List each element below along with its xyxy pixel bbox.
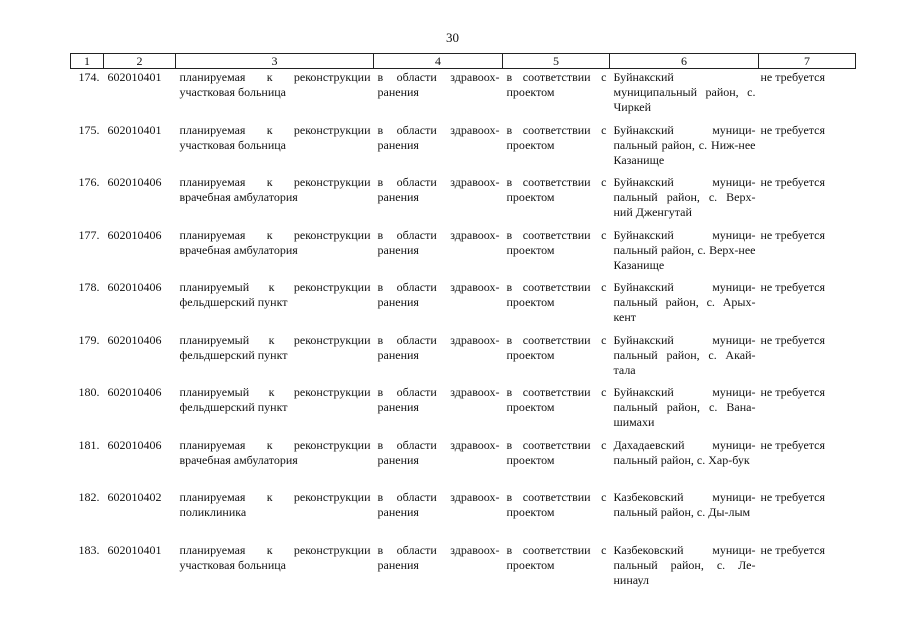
object-parameters: в соответствии с проектом [506,437,607,467]
object-name: планируемая к реконструкции участковая больница [179,70,371,99]
object-name: планируемая к реконструкции участковая больница [179,122,371,152]
object-purpose: в области здравоох-ранения [377,437,500,467]
object-purpose: в области здравоох-ранения [377,227,500,257]
object-location: Буйнакский муници-пальный район, с. Вана-шимахи [613,385,756,429]
column-header: 6 [610,54,759,69]
object-parameters: в соответствии с проектом [506,175,607,204]
object-purpose: в области здравоох-ранения [377,385,500,414]
object-location: Буйнакский муници-пальный район, с. Верх-нее Казанище [613,227,756,272]
object-code: 602010406 [107,385,162,399]
row-number: 175. [78,122,100,137]
object-parameters: в соответствии с проектом [506,227,607,257]
table-row [71,490,856,543]
row-number: 179. [78,332,100,347]
object-purpose: в области здравоох-ранения [377,332,500,362]
column-header: 1 [71,54,104,69]
column-header: 5 [503,54,610,69]
object-code: 602010406 [107,332,162,347]
row-number: 174. [78,70,100,84]
object-parameters: в соответствии с проектом [506,542,607,572]
zone-requirement: не требуется [760,122,826,137]
row-number: 176. [78,175,100,189]
object-code: 602010406 [107,437,162,452]
object-parameters: в соответствии с проектом [506,70,607,99]
object-name: планируемый к реконструкции фельдшерский пункт [179,280,371,309]
table-row [71,69,856,123]
zone-requirement: не требуется [760,175,826,189]
object-parameters: в соответствии с проектом [506,122,607,152]
object-name: планируемая к реконструкции участковая больница [179,542,371,572]
column-header: 3 [176,54,374,69]
table-row [71,228,856,281]
object-code: 602010406 [107,280,162,294]
zone-requirement: не требуется [760,437,826,452]
zone-requirement: не требуется [760,280,826,294]
zone-requirement: не требуется [760,385,826,399]
object-code: 602010406 [107,227,162,242]
table-row [71,280,856,333]
object-location: Буйнакский муници-пальный район, с. Арых-кент [613,280,756,324]
zone-requirement: не требуется [760,227,826,242]
object-code: 602010401 [107,70,162,84]
zone-requirement: не требуется [760,332,826,347]
row-number: 178. [78,280,100,294]
row-number: 177. [78,227,100,242]
table-row [71,333,856,386]
page-number: 30 [446,30,459,45]
object-code: 602010401 [107,122,162,137]
object-code: 602010401 [107,542,162,557]
zone-requirement: не требуется [760,490,826,504]
object-location: Казбековский муници-пальный район, с. Ле-нинаул [613,542,756,587]
table-row [71,385,856,438]
object-location: Буйнакский муници-пальный район, с. Верх-ний Дженгутай [613,175,756,219]
object-purpose: в области здравоох-ранения [377,175,500,204]
object-purpose: в области здравоох-ранения [377,490,500,519]
table-row [71,175,856,228]
object-name: планируемая к реконструкции врачебная амбулатория [179,227,371,257]
object-location: Буйнакский муници-пальный район, с. Акай-тала [613,332,756,377]
row-number: 183. [78,542,100,557]
registry-table [70,53,856,595]
object-parameters: в соответствии с проектом [506,280,607,309]
object-parameters: в соответствии с проектом [506,385,607,414]
object-location: Буйнакский муниципальный район, с. Чиркей [613,70,756,114]
column-header: 7 [759,54,856,69]
object-purpose: в области здравоох-ранения [377,70,500,99]
object-name: планируемая к реконструкции врачебная амбулатория [179,437,371,467]
object-code: 602010406 [107,175,162,189]
object-purpose: в области здравоох-ранения [377,542,500,572]
object-parameters: в соответствии с проектом [506,490,607,519]
object-name: планируемая к реконструкции поликлиника [179,490,371,519]
column-header: 4 [374,54,503,69]
object-parameters: в соответствии с проектом [506,332,607,362]
object-location: Буйнакский муници-пальный район, с. Ниж-нее Казанище [613,122,756,167]
row-number: 180. [78,385,100,399]
table-row [71,123,856,176]
zone-requirement: не требуется [760,542,826,557]
table-header-row [71,54,856,69]
zone-requirement: не требуется [760,70,826,84]
object-name: планируемая к реконструкции врачебная амбулатория [179,175,371,204]
object-location: Казбековский муници-пальный район, с. Ды-лым [613,490,756,519]
object-purpose: в области здравоох-ранения [377,280,500,309]
object-location: Дахадаевский муници-пальный район, с. Хар-бук [613,437,756,467]
row-number: 181. [78,437,100,452]
column-header: 2 [104,54,176,69]
table-row [71,543,856,596]
object-name: планируемый к реконструкции фельдшерский пункт [179,385,371,414]
row-number: 182. [78,490,100,504]
object-purpose: в области здравоох-ранения [377,122,500,152]
table-row [71,438,856,491]
object-name: планируемый к реконструкции фельдшерский пункт [179,332,371,362]
object-code: 602010402 [107,490,162,504]
